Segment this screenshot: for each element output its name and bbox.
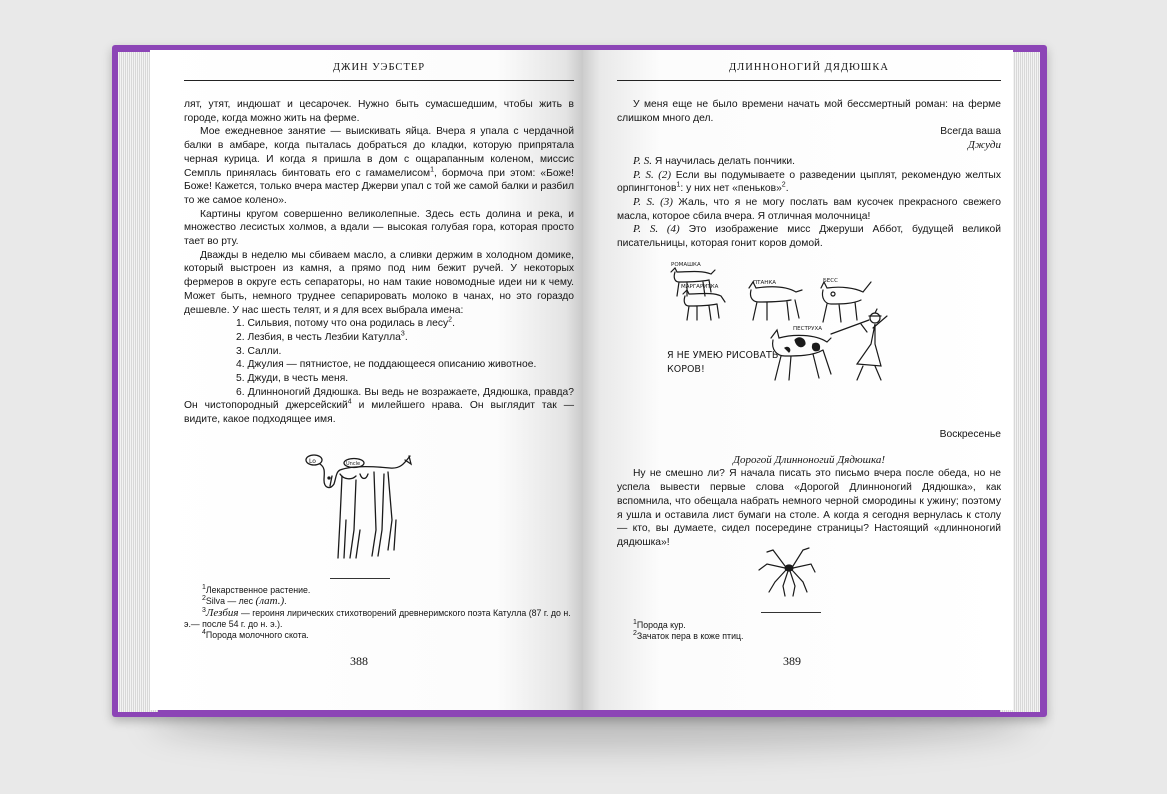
calf-names-list	[184, 317, 574, 386]
postscript: P. S. (4) Это изображение мисс Джеруши Аббот, будущей великой писательницы, которая гонит коров домой.	[617, 223, 1001, 250]
list-item: 3. Салли.	[236, 345, 282, 357]
list-item: 2. Лезбия, в честь Лезбии Катулла$^3$.	[236, 330, 408, 343]
running-head-left: ДЖИН УЭБСТЕР	[332, 62, 426, 73]
footnote-ref: 1	[430, 166, 434, 174]
footnotes-left	[184, 585, 574, 641]
footnote-rule-left	[330, 578, 390, 579]
right-page-body-2	[617, 428, 1001, 550]
footnote: $^3$Лезбия — героиня лирических стихотворений древнеримского поэта Катулла (87 г. до н. э.— после 54 г. до н. э.).	[184, 606, 571, 629]
footnote: $^1$Лекарственное растение.	[202, 584, 311, 595]
left-page-body	[184, 98, 574, 427]
header-rule-left	[184, 80, 574, 81]
paragraph: Мое ежедневное занятие — выискивать яйца. Вчера я упала с чердачной балки в амбаре, когда пыталась добраться до кладки, которую припрятала черная курица. И когда я пришла в дом с ощарапанным коленом, миссис Семпль принялась бинтовать его с гамамелисом$^1$, бормоча при этом: «Боже! Боже! Кажется, только вчера мастер Джерви упал с той же самой балки и разбил то же самое колено».	[184, 126, 574, 206]
list-item-6: 6. Длинноногий Дядюшка. Вы ведь не возражаете, Дядюшка, правда? Он чистопородный джерсейский$^4$ и милейшего нрава. Он выглядит так — видите, какое подходящее имя.	[184, 386, 574, 426]
cow-label-bess: БЕСС	[823, 278, 838, 284]
footnote-rule-right	[761, 612, 821, 613]
footnote: $^4$Порода молочного скота.	[202, 629, 309, 641]
postscript: P. S. (3) Жаль, что я не могу послать вам кусочек прекрасного свежего масла, которое сбила вчера. Я отличная молочница!	[617, 195, 1001, 222]
cow-label-margaritka: МАРГАРИТКА	[681, 284, 719, 290]
calf-tag-uncle: Uncle	[346, 461, 361, 467]
paragraph: Картины кругом совершенно великолепные. Здесь есть долина и река, и множество лесистых холмов, а вдали — высокая голубая гора, которая просто тает во рту.	[184, 208, 574, 248]
right-page-body	[617, 98, 1001, 251]
list-item: 5. Джуди, в честь меня.	[236, 373, 349, 385]
cow-label-ptanka: ПТАНКА	[753, 280, 777, 286]
spider-drawing	[753, 542, 823, 602]
left-page	[150, 50, 583, 710]
signature: Джуди	[967, 139, 1001, 152]
postscript: P. S. (2) Если вы подумываете о разведении цыплят, рекомендую желтых орпингтонов$^1$: у них нет «пеньков»$^2$.	[617, 168, 1001, 195]
drawing-caption-line2: КОРОВ!	[667, 364, 705, 375]
salutation: Дорогой Длинноногий Дядюшка!	[732, 453, 886, 466]
paragraph: Дважды в неделю мы сбиваем масло, а сливки держим в холодном домике, который выстроен из камня, а прямо под ним бежит ручей. У некоторых фермеров в округе есть сепараторы, но нам такие новомодные идеи ни к чему. Может быть, немного труднее сепарировать молоко в чанах, но это гораздо дешевле. У нас шесть телят, и я для всех выбрала имена:	[184, 249, 574, 316]
drawing-caption-line1: Я НЕ УМЕЮ РИСОВАТЬ	[667, 350, 779, 361]
calf-tag-lo: Lo	[309, 458, 316, 465]
calf-drawing	[300, 450, 430, 565]
footnote: $^1$Порода кур.	[633, 619, 686, 630]
right-page	[583, 50, 1013, 710]
list-item: 1. Сильвия, потому что она родилась в лесу$^2$.	[236, 316, 455, 330]
postscript: P. S. Я научилась делать пончики.	[633, 154, 795, 167]
page-number-left: 388	[350, 654, 368, 668]
paragraph: Ну не смешно ли? Я начала писать это письмо вчера после обеда, но не успела вывести первые слова «Дорогой Длинноногий Дядюшка», как вспомнила, что обещала набрать немного черной смородины к ужину; поэтому я ушла и оставила лист бумаги на столе. А когда я сегодня вернулась к столу — кто, вы думаете, сидел посередине страницы? Настоящий «длинноногий дядюшка»!	[617, 468, 1001, 548]
list-item: 4. Джулия — пятнистое, не поддающееся описанию животное.	[236, 359, 537, 371]
footnote: $^2$Зачаток пера в коже птиц.	[633, 630, 744, 642]
paragraph: лят, утят, индюшат и цесарочек. Нужно быть сумасшедшим, чтобы жить в городе, когда можно жить на ферме.	[184, 99, 574, 124]
running-head-right: ДЛИННОНОГИЙ ДЯДЮШКА	[729, 62, 889, 73]
cow-label-pestrukha: ПЕСТРУХА	[793, 326, 823, 332]
page-number-right: 389	[783, 654, 801, 668]
day-heading: Воскресенье	[939, 429, 1001, 440]
header-rule-right	[617, 80, 1001, 81]
paragraph: У меня еще не было времени начать мой бессмертный роман: на ферме слишком много дел.	[617, 99, 1001, 124]
footnote: $^2$Silva — лес (лат.).	[202, 595, 287, 608]
footnotes-right	[633, 620, 1003, 643]
cows-drawing	[663, 258, 913, 408]
closing: Всегда ваша	[940, 126, 1001, 138]
cow-label-romashka: РОМАШКА	[671, 262, 701, 268]
